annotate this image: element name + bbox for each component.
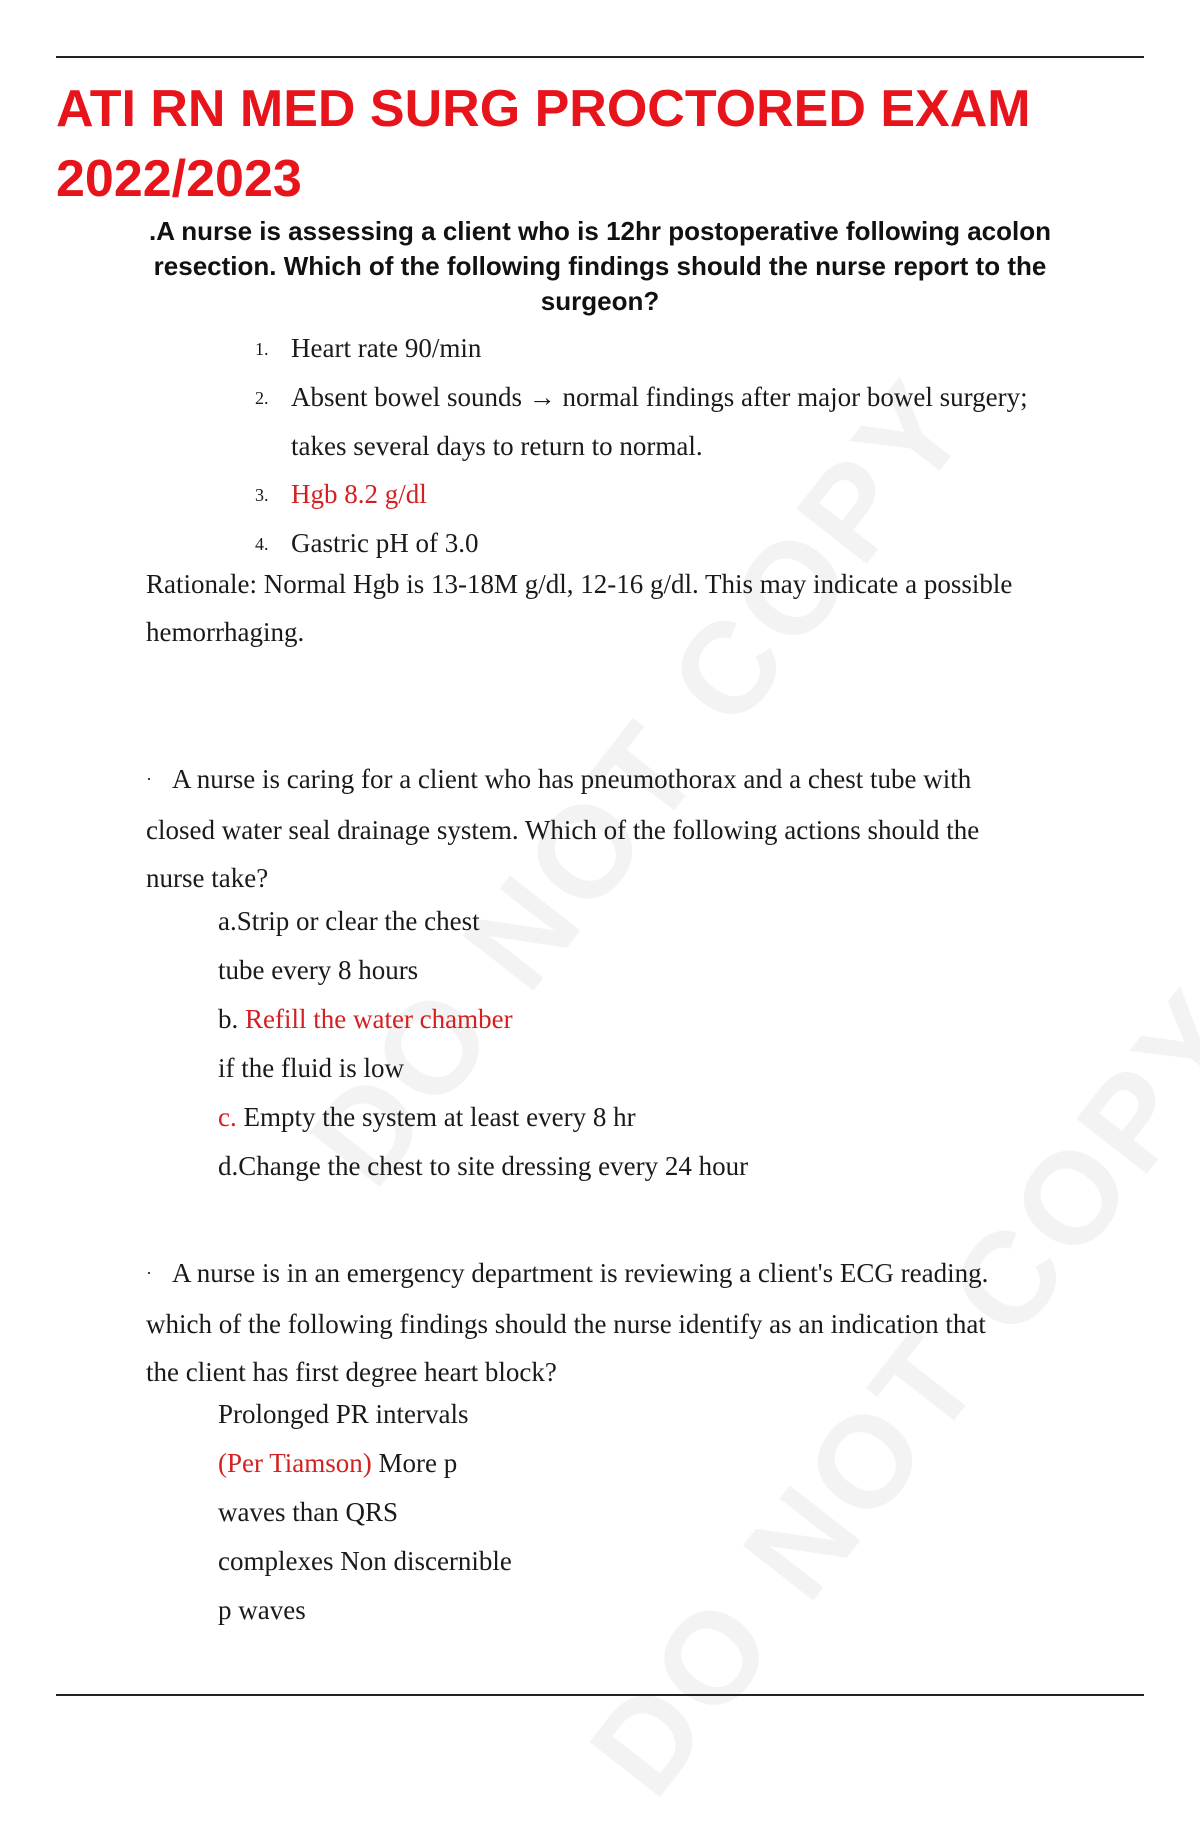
prompt-line: A nurse is caring for a client who has pneumothorax and a chest tube with (172, 764, 972, 794)
question-3-answer-line-2 (218, 1448, 457, 1479)
rationale-line: Rationale: Normal Hgb is 13-18M g/dl, 12-16 g/dl. This may indicate a possible (146, 569, 1013, 599)
top-rule (56, 56, 1144, 58)
prompt-line: which of the following findings should the nurse identify as an indication that (146, 1309, 986, 1339)
question-2-option-b (218, 1004, 513, 1035)
option-number: 4. (255, 534, 269, 554)
rationale-line: hemorrhaging. (146, 617, 305, 647)
bottom-rule (56, 1694, 1144, 1696)
prompt-line: A nurse is in an emergency department is reviewing a client's ECG reading. (172, 1258, 989, 1288)
question-3-answer: Prolonged PR intervals (218, 1399, 469, 1429)
question-3-prompt (146, 1249, 1096, 1396)
bullet: · (146, 1263, 152, 1283)
question-1-prompt: .A nurse is assessing a client who is 12hr postoperative following acolon resection. Which of the following findings should the nurse report to the surgeon? (148, 216, 1052, 316)
question-1-rationale (146, 560, 1096, 656)
option-text: Absent bowel sounds → normal findings after major bowel surgery; (291, 382, 1028, 412)
option-number: 2. (255, 388, 269, 408)
option-prefix: b. (218, 1004, 245, 1034)
question-2-option-d: d.Change the chest to site dressing every 24 hour (218, 1151, 749, 1181)
option-text-continued: takes several days to return to normal. (291, 431, 703, 461)
question-3-answer-line-5: p waves (218, 1595, 306, 1625)
option-number: 3. (255, 485, 269, 505)
option-text: Gastric pH of 3.0 (291, 528, 479, 558)
question-2-prompt (146, 755, 1096, 902)
question-3-answer-line-4: complexes Non discernible (218, 1546, 512, 1576)
question-3-answer-line-3: waves than QRS (218, 1497, 398, 1527)
question-2-option-b-cont: if the fluid is low (218, 1053, 404, 1083)
option-text-correct: Hgb 8.2 g/dl (291, 479, 427, 509)
question-2-option-a-cont: tube every 8 hours (218, 955, 419, 985)
document-title: ATI RN MED SURG PROCTORED EXAM 2022/2023 (56, 80, 1031, 208)
bullet: · (146, 769, 152, 789)
option-text: Empty the system at least every 8 hr (236, 1102, 636, 1132)
answer-source: (Per Tiamson) (218, 1448, 372, 1478)
question-2-option-c (218, 1102, 636, 1133)
option-text-correct: Refill the water chamber (245, 1004, 513, 1034)
prompt-line: closed water seal drainage system. Which of the following actions should the (146, 815, 980, 845)
option-prefix: c. (218, 1102, 237, 1132)
prompt-line: the client has first degree heart block? (146, 1357, 557, 1387)
option-number: 1. (255, 339, 269, 359)
answer-text: More p (371, 1448, 458, 1478)
prompt-line: nurse take? (146, 863, 269, 893)
question-2-option-a: a.Strip or clear the chest (218, 906, 480, 936)
option-text: Heart rate 90/min (291, 333, 482, 363)
